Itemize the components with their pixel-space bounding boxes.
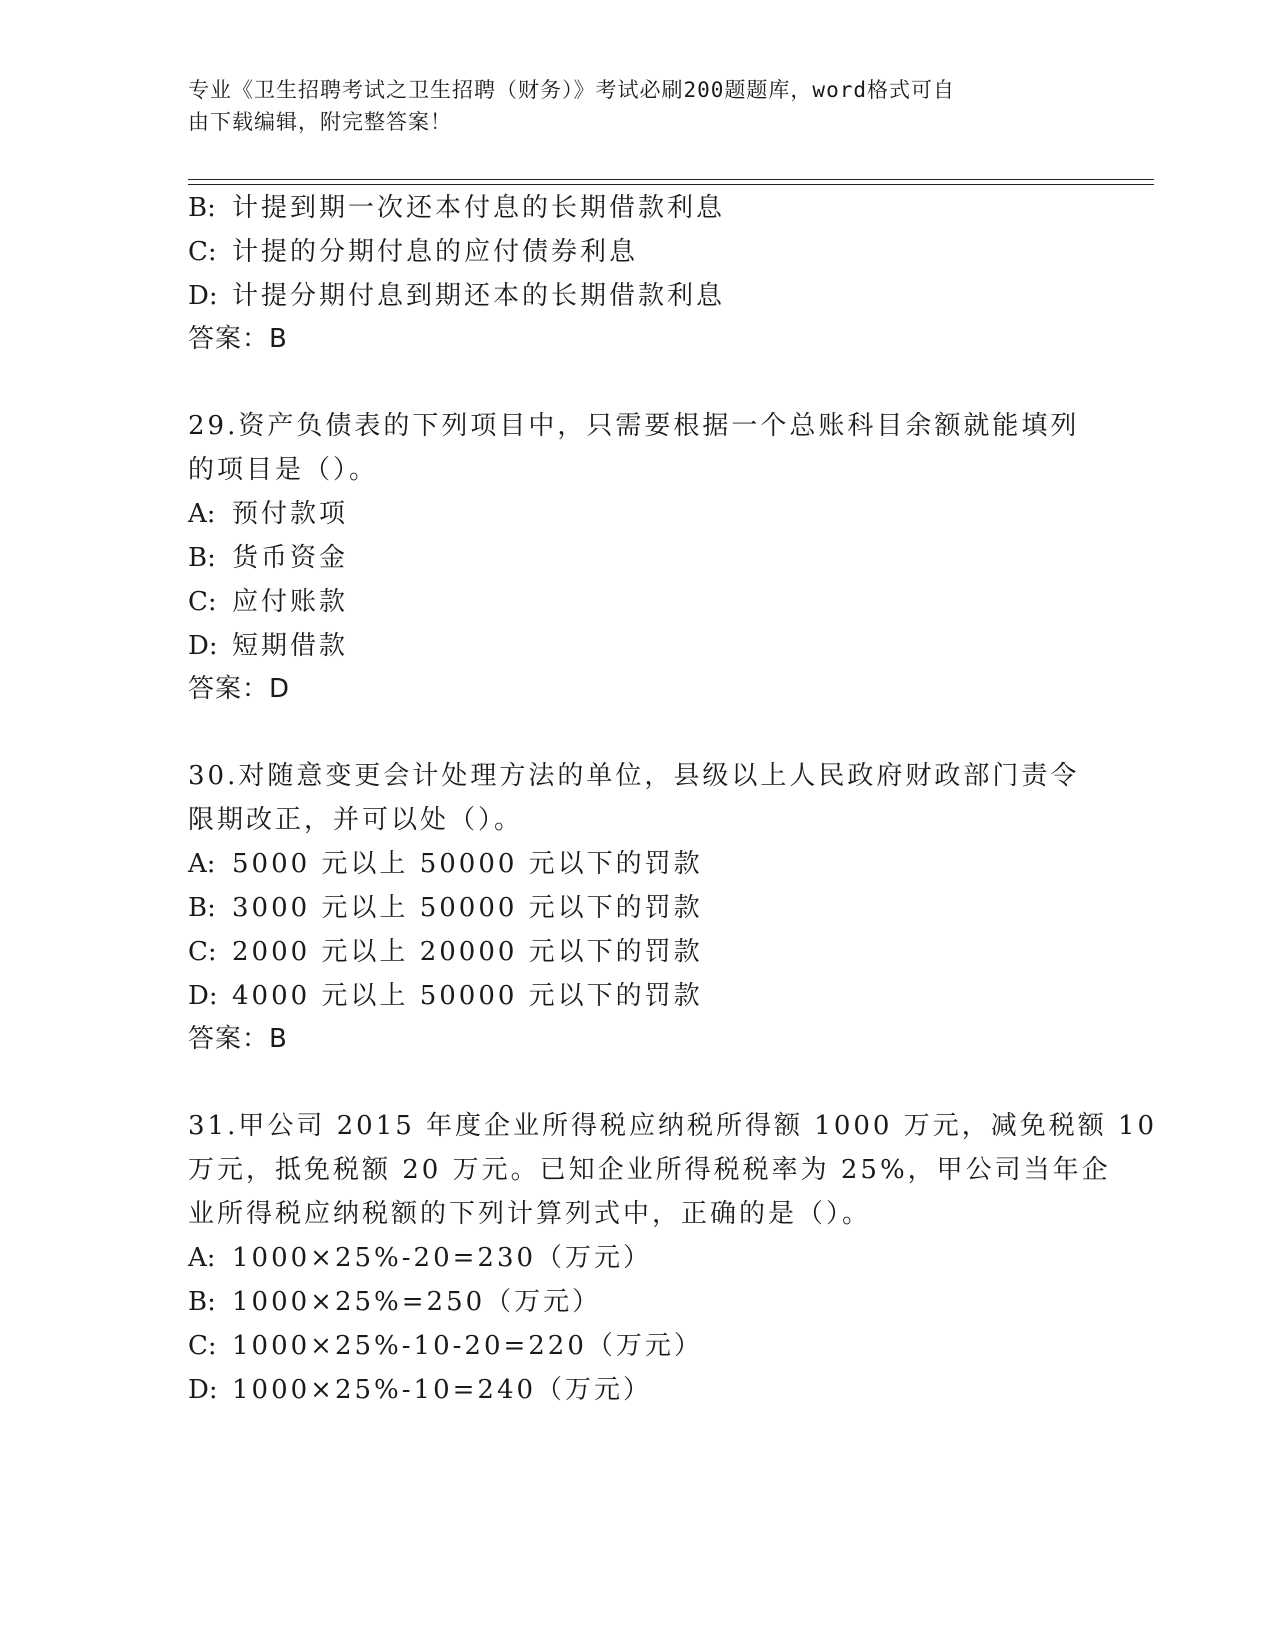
- q29-option-c: [188, 586, 348, 618]
- option-text: 1000×25%-10-20=220（万元）: [232, 1331, 703, 1361]
- option-letter: C:: [188, 937, 217, 967]
- q30-option-c: [188, 936, 703, 968]
- q31-stem-line-3: 业所得税应纳税额的下列计算列式中，正确的是（）。: [188, 1199, 872, 1229]
- option-text: 1000×25%-20=230（万元）: [232, 1243, 653, 1273]
- q29-option-d: [188, 630, 348, 662]
- option-letter: D:: [188, 281, 218, 311]
- option-text: 5000 元以上 50000 元以下的罚款: [232, 849, 703, 879]
- q30-stem-line-1: 30.对随意变更会计处理方法的单位，县级以上人民政府财政部门责令: [188, 761, 1080, 791]
- option-text: 预付款项: [232, 499, 349, 529]
- q29-stem-line-2: 的项目是（）。: [188, 455, 379, 485]
- option-letter: C:: [188, 587, 217, 617]
- q29-option-b: [188, 542, 348, 574]
- option-text: 应付账款: [232, 587, 349, 617]
- option-text: 1000×25%-10=240（万元）: [232, 1375, 653, 1405]
- option-text: 短期借款: [232, 631, 349, 661]
- q28-option-c: [188, 236, 638, 268]
- document-header: [188, 74, 1068, 138]
- option-text: 计提分期付息到期还本的长期借款利息: [232, 281, 726, 311]
- option-letter: B:: [188, 893, 216, 923]
- option-text: 4000 元以上 50000 元以下的罚款: [232, 981, 703, 1011]
- q29-answer: 答案：D: [188, 674, 291, 704]
- q30-stem-line-2: 限期改正，并可以处（）。: [188, 805, 524, 835]
- q31-stem-line-2: 万元，抵免税额 20 万元。已知企业所得税税率为 25%，甲公司当年企: [188, 1155, 1111, 1185]
- option-letter: C:: [188, 1331, 217, 1361]
- q29-stem-line-1: 29.资产负债表的下列项目中，只需要根据一个总账科目余额就能填列: [188, 411, 1080, 441]
- q30-option-a: [188, 848, 703, 880]
- header-divider-bottom: [188, 184, 1154, 185]
- q28-option-b: [188, 192, 725, 224]
- header-line-1: 专业《卫生招聘考试之卫生招聘（财务）》考试必刷200题题库，word格式可自: [188, 78, 955, 102]
- q31-option-c: [188, 1330, 703, 1362]
- option-letter: C:: [188, 237, 217, 267]
- option-text: 计提到期一次还本付息的长期借款利息: [232, 193, 726, 223]
- q29-option-a: [188, 498, 348, 530]
- option-letter: D:: [188, 631, 218, 661]
- q31-stem-line-1: 31.甲公司 2015 年度企业所得税应纳税所得额 1000 万元，减免税额 10: [188, 1111, 1158, 1141]
- option-letter: D:: [188, 981, 218, 1011]
- option-text: 货币资金: [232, 543, 349, 573]
- option-letter: B:: [188, 543, 216, 573]
- option-letter: B:: [188, 193, 216, 223]
- option-text: 2000 元以上 20000 元以下的罚款: [232, 937, 703, 967]
- q31-option-b: [188, 1286, 601, 1318]
- option-text: 3000 元以上 50000 元以下的罚款: [232, 893, 703, 923]
- option-letter: B:: [188, 1287, 216, 1317]
- q31-option-d: [188, 1374, 652, 1406]
- option-letter: D:: [188, 1375, 218, 1405]
- option-letter: A:: [188, 849, 216, 879]
- q30-option-d: [188, 980, 703, 1012]
- header-line-2: 由下载编辑，附完整答案！: [188, 110, 452, 134]
- q28-answer: 答案：B: [188, 324, 288, 354]
- header-divider-top: [188, 179, 1154, 180]
- q31-option-a: [188, 1242, 652, 1274]
- option-letter: A:: [188, 1243, 216, 1273]
- q30-answer: 答案：B: [188, 1024, 288, 1054]
- q28-option-d: [188, 280, 725, 312]
- option-letter: A:: [188, 499, 216, 529]
- option-text: 1000×25%=250（万元）: [232, 1287, 602, 1317]
- option-text: 计提的分期付息的应付债券利息: [232, 237, 639, 267]
- q30-option-b: [188, 892, 703, 924]
